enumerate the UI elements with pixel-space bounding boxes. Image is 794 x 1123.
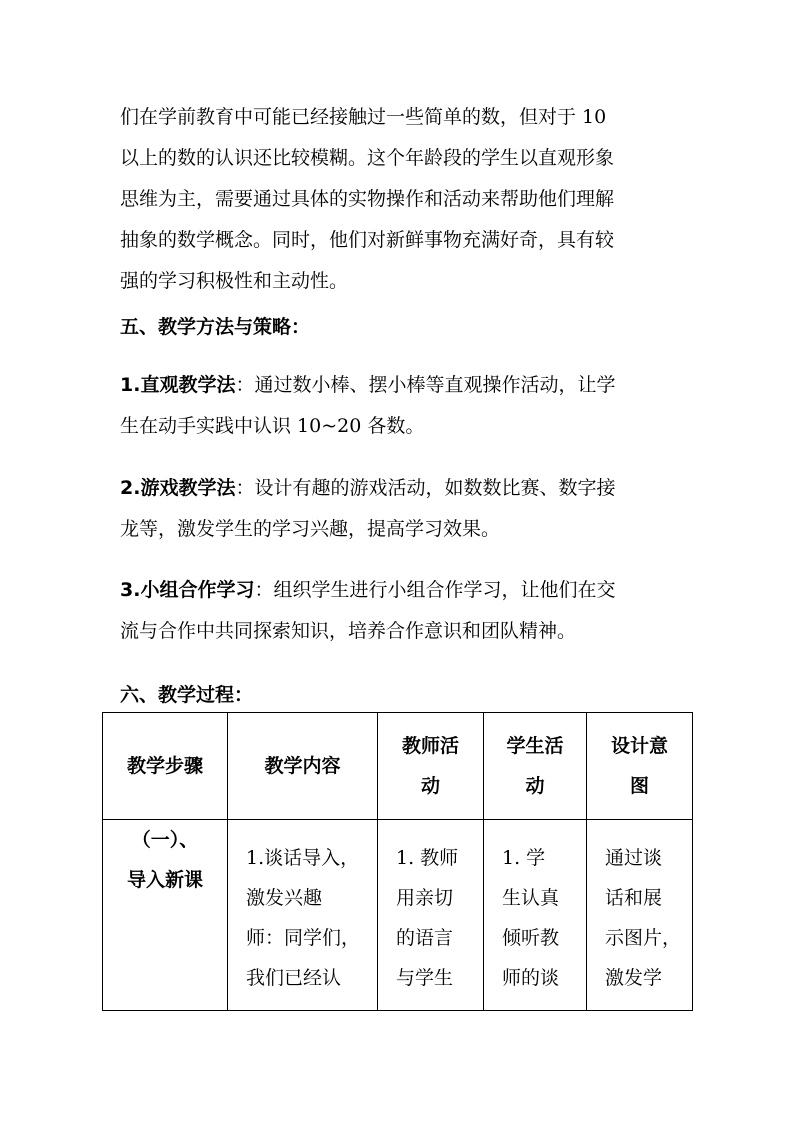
teaching-process-table — [102, 712, 693, 1011]
method-line — [120, 365, 680, 406]
method-text: ：通过数小棒、摆小棒等直观操作活动，让学 — [235, 374, 616, 396]
cell-step: （一）、 导入新课 — [103, 820, 228, 1011]
header-teacher-activity: 教师活 动 — [378, 713, 484, 820]
cell-content: 1.谈话导入， 激发兴趣 师：同学们， 我们已经认 — [228, 820, 378, 1011]
header-step: 教学步骤 — [103, 713, 228, 820]
cell-student-activity: 1. 学 生认真 倾听教 师的谈 — [484, 820, 587, 1011]
intro-line: 强的学习积极性和主动性。 — [120, 270, 349, 292]
table-row — [103, 820, 693, 1011]
method-lead: 1.直观教学法 — [120, 374, 236, 396]
method-line — [120, 570, 680, 611]
method-lead: 2.游戏教学法 — [120, 477, 236, 499]
cell-teacher-activity: 1. 教师 用亲切 的语言 与学生 — [378, 820, 484, 1011]
table-header-row — [103, 713, 693, 820]
section-heading-process: 六、教学过程： — [120, 684, 254, 706]
method-item-2 — [120, 468, 680, 550]
section-heading-methods: 五、教学方法与策略： — [120, 316, 311, 338]
header-content: 教学内容 — [228, 713, 378, 820]
header-student-activity: 学生活 动 — [484, 713, 587, 820]
method-item-3 — [120, 570, 680, 652]
method-text: ：组织学生进行小组合作学习，让他们在交 — [254, 579, 616, 601]
intro-line: 思维为主，需要通过具体的实物操作和活动来帮助他们理解 — [120, 188, 615, 210]
intro-line: 抽象的数学概念。同时，他们对新鲜事物充满好奇，具有较 — [120, 229, 615, 251]
method-line: 生在动手实践中认识 10~20 各数。 — [120, 415, 425, 437]
intro-line: 以上的数的认识还比较模糊。这个年龄段的学生以直观形象 — [120, 147, 615, 169]
method-line: 龙等，激发学生的学习兴趣，提高学习效果。 — [120, 518, 501, 540]
method-text: ：设计有趣的游戏活动，如数数比赛、数字接 — [235, 477, 616, 499]
intro-line: 们在学前教育中可能已经接触过一些简单的数，但对于 10 — [120, 106, 607, 128]
method-item-1 — [120, 365, 680, 447]
cell-design-intent: 通过谈 话和展 示图片， 激发学 — [587, 820, 693, 1011]
method-line: 流与合作中共同探索知识，培养合作意识和团队精神。 — [120, 620, 577, 642]
intro-paragraph — [120, 97, 680, 302]
method-lead: 3.小组合作学习 — [120, 579, 255, 601]
method-line — [120, 468, 680, 509]
header-design-intent: 设计意 图 — [587, 713, 693, 820]
